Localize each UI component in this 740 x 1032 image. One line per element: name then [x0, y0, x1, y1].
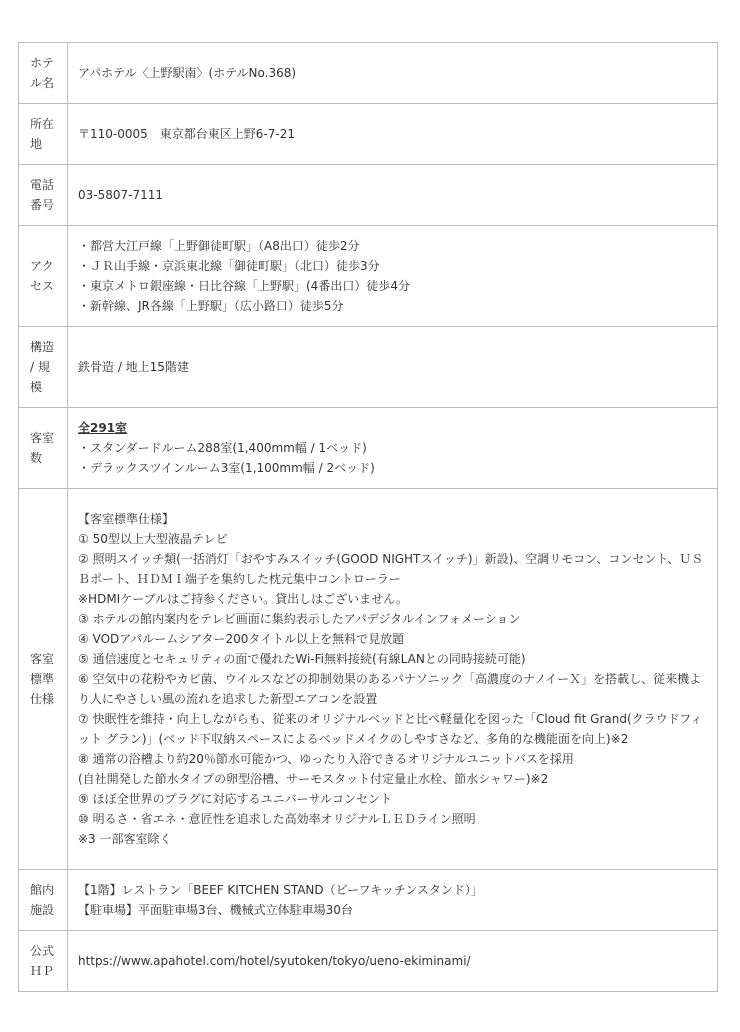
row-value-room-specs	[68, 489, 718, 870]
row-label-website	[19, 931, 68, 992]
structure-text: 鉄骨造 / 地上15階建	[78, 360, 189, 374]
label-line: 構造	[30, 340, 55, 354]
spec-item: ① 50型以上大型液晶テレビ	[78, 532, 228, 546]
label-line: 数	[30, 451, 43, 465]
row-label-phone	[19, 165, 68, 226]
row-value-structure	[68, 327, 718, 408]
spec-item: ⑤ 通信速度とセキュリティの面で優れたWi-Fi無料接続(有線LANとの同時接続可能)	[78, 652, 526, 666]
access-item: ・新幹線、JR各線「上野駅」（広小路口）徒歩5分	[78, 299, 344, 313]
spec-note: ※HDMIケーブルはご持参ください。貸出しはございません。	[78, 592, 408, 606]
row-label-room-specs	[19, 489, 68, 870]
row-label-hotel-name	[19, 43, 68, 104]
label-line: 施設	[30, 903, 55, 917]
row-value-hotel-name	[68, 43, 718, 104]
label-line: 電話	[30, 178, 55, 192]
spec-item: ⑦ 快眠性を維持・向上しながらも、従来のオリジナルベッドと比べ軽量化を図った「Cloud fit Grand(クラウドフィット グラン)」(ベッド下収納スペースによるベッドメイクのしやすさなど、多角的な機能面を向上)※2	[78, 712, 703, 746]
table-row-structure	[19, 327, 718, 408]
spec-heading: 【客室標準仕様】	[78, 512, 175, 526]
label-line: 所在	[30, 117, 55, 131]
label-line: アク	[30, 259, 54, 273]
spec-item: ⑨ ほぼ全世界のプラグに対応するユニバーサルコンセント	[78, 792, 392, 806]
spec-item: ② 照明スイッチ類(一括消灯「おやすみスイッチ(GOOD NIGHTスイッチ)」新設)、空調リモコン、コンセント、ＵＳＢポート、ＨＤＭＩ端子を集約した枕元集中コントローラー	[78, 552, 704, 586]
table-row-access	[19, 226, 718, 327]
table-row-phone	[19, 165, 718, 226]
total-rooms: 全291室	[78, 421, 128, 435]
website-url: https://www.apahotel.com/hotel/syutoken/tokyo/ueno-ekiminami/	[78, 954, 471, 968]
spec-item: ④ VODアパルームシアター200タイトル以上を無料で見放題	[78, 632, 405, 646]
hotel-name-text: アパホテル〈上野駅南〉(ホテルNo.368)	[78, 66, 297, 80]
row-value-website	[68, 931, 718, 992]
access-item: ・都営大江戸線「上野御徒町駅」（A8出口）徒歩2分	[78, 239, 360, 253]
label-line: 地	[30, 137, 43, 151]
label-line: 客室	[30, 431, 55, 445]
access-item: ・ＪＲ山手線・京浜東北線「御徒町駅」（北口）徒歩3分	[78, 259, 380, 273]
row-value-address	[68, 104, 718, 165]
label-line: / 規	[30, 360, 50, 374]
spec-note: ※3 一部客室除く	[78, 832, 172, 846]
row-value-phone	[68, 165, 718, 226]
spec-item: ⑥ 空気中の花粉やカビ菌、ウイルスなどの抑制効果のあるパナソニック「高濃度のナノイーＸ」を搭載し、従来機より人にやさしい風の流れを追求した新型エアコンを設置	[78, 672, 702, 706]
table-row-room-specs	[19, 489, 718, 870]
table-row-rooms	[19, 408, 718, 489]
label-line: 模	[30, 380, 43, 394]
label-line: 客室	[30, 652, 55, 666]
room-type-item: ・スタンダードルーム288室(1,400mm幅 / 1ベッド)	[78, 441, 367, 455]
label-line: 番号	[30, 198, 55, 212]
table-row-facilities	[19, 870, 718, 931]
label-line: 仕様	[30, 692, 55, 706]
hotel-info-table	[18, 42, 718, 992]
address-text: 〒110-0005 東京都台東区上野6-7-21	[78, 127, 295, 141]
spec-item: ③ ホテルの館内案内をテレビ画面に集約表示したアパデジタルインフォメーション	[78, 612, 521, 626]
facility-item: 【駐車場】平面駐車場3台、機械式立体駐車場30台	[78, 903, 353, 917]
room-type-item: ・デラックスツインルーム3室(1,100mm幅 / 2ベッド)	[78, 461, 375, 475]
label-line: セス	[30, 279, 55, 293]
row-value-rooms	[68, 408, 718, 489]
row-label-facilities	[19, 870, 68, 931]
label-line: ル名	[30, 76, 55, 90]
label-line: 標準	[30, 672, 55, 686]
row-label-rooms	[19, 408, 68, 489]
label-line: 公式	[30, 944, 55, 958]
row-label-structure	[19, 327, 68, 408]
table-row-website	[19, 931, 718, 992]
spec-item: ⑩ 明るさ・省エネ・意匠性を追求した高効率オリジナルＬＥＤライン照明	[78, 812, 476, 826]
row-label-access	[19, 226, 68, 327]
phone-number: 03-5807-7111	[78, 188, 164, 202]
spec-item: ⑧ 通常の浴槽より約20％節水可能かつ、ゆったり入浴できるオリジナルユニットバスを採用	[78, 752, 574, 766]
label-line: 館内	[30, 883, 55, 897]
label-line: ホテ	[30, 56, 55, 70]
row-value-access	[68, 226, 718, 327]
label-line: ＨＰ	[30, 964, 55, 978]
table-row-address	[19, 104, 718, 165]
spec-item: (自社開発した節水タイプの卵型浴槽、サーモスタット付定量止水栓、節水シャワー)※2	[78, 772, 549, 786]
row-value-facilities	[68, 870, 718, 931]
access-item: ・東京メトロ銀座線・日比谷線「上野駅」(4番出口）徒歩4分	[78, 279, 410, 293]
row-label-address	[19, 104, 68, 165]
table-row-hotel-name	[19, 43, 718, 104]
facility-item: 【1階】レストラン「BEEF KITCHEN STAND（ビーフキッチンスタンド）」	[78, 883, 483, 897]
